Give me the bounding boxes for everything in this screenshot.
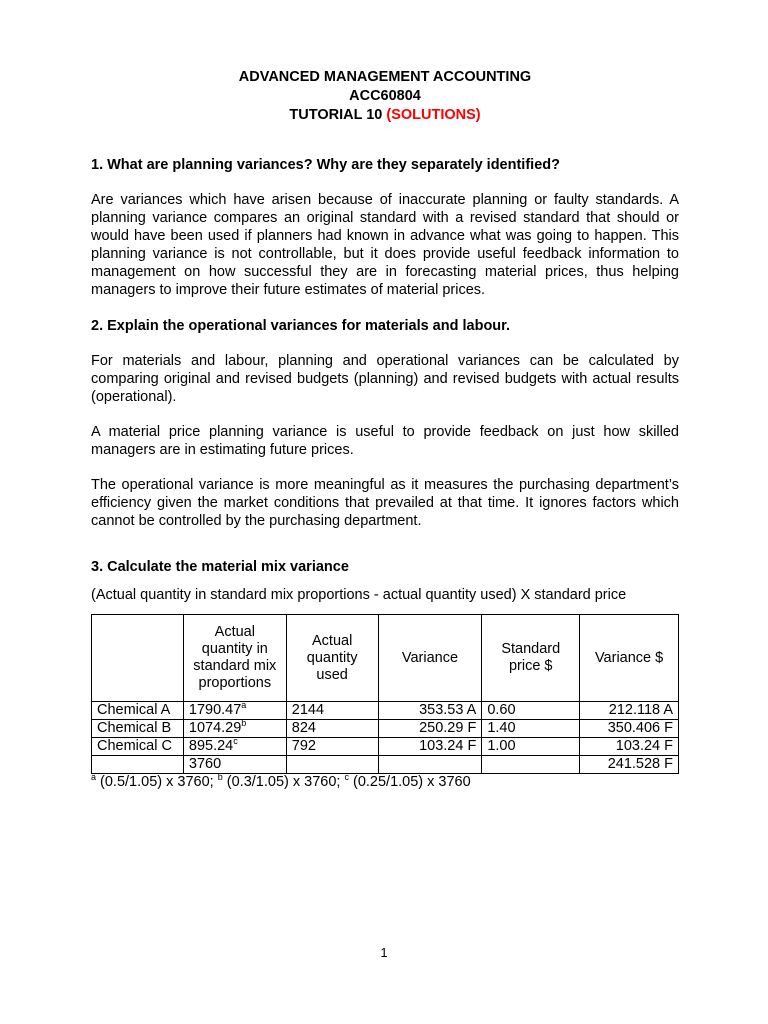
row-aq-std-mix: 1074.29$^b$: [183, 720, 286, 738]
mix-variance-formula: (Actual quantity in standard mix proportions - actual quantity used) X standard price: [91, 587, 627, 603]
solutions-label: (SOLUTIONS): [386, 107, 481, 123]
table-row: [92, 702, 679, 720]
row-aq-used: 792: [286, 738, 378, 756]
row-variance-usd: 212.118 A: [580, 702, 679, 720]
row-aq-std-mix: 895.24$^c$: [183, 738, 286, 756]
table-header-blank: [92, 615, 184, 702]
tutorial-title: [91, 106, 679, 125]
answer-2-para-2: A material price planning variance is useful to provide feedback on just how skilled managers are in estimating future prices.: [91, 424, 679, 458]
question-3: 3. Calculate the material mix variance: [91, 559, 349, 575]
total-aq-std-mix: 3760: [183, 756, 286, 774]
row-chemical-name: Chemical B: [92, 720, 184, 738]
row-chemical-name: Chemical C: [92, 738, 184, 756]
table-row: [92, 720, 679, 738]
total-blank: [92, 756, 184, 774]
row-standard-price: 1.00: [482, 738, 580, 756]
course-code: ACC60804: [349, 88, 421, 104]
answer-2-para-1: For materials and labour, planning and operational variances can be calculated by comparing original and revised budgets (planning) and revised budgets with actual results (operational).: [91, 353, 679, 405]
row-standard-price: 1.40: [482, 720, 580, 738]
tutorial-label: TUTORIAL 10: [289, 107, 387, 123]
question-1: 1. What are planning variances? Why are they separately identified?: [91, 157, 560, 173]
table-header-aq-std-mix: Actual quantity in standard mix proportions: [183, 615, 286, 702]
course-title: ADVANCED MANAGEMENT ACCOUNTING: [238, 69, 532, 85]
row-chemical-name: Chemical A: [92, 702, 184, 720]
row-variance-usd: 103.24 F: [580, 738, 679, 756]
row-aq-used: 2144: [286, 702, 378, 720]
row-aq-used: 824: [286, 720, 378, 738]
table-header-standard-price: Standard price $: [482, 615, 580, 702]
table-header-aq-used: Actual quantity used: [286, 615, 378, 702]
question-2: 2. Explain the operational variances for materials and labour.: [91, 318, 511, 334]
mix-variance-table: [91, 614, 679, 774]
answer-1: Are variances which have arisen because of inaccurate planning or faulty standards. A planning variance compares an original standard with a revised standard that should or would have been used if planners had known in advance what was going to happen. This planning variance is not controllable, but it does provide useful feedback information to management on how successful they are in forecasting material prices, thus helping managers to improve their future estimates of material prices.: [91, 192, 679, 298]
table-header-variance: Variance: [378, 615, 482, 702]
document-page: [91, 68, 679, 791]
table-header-variance-usd: Variance $: [580, 615, 679, 702]
table-footnote: $^a$ (0.5/1.05) x 3760; $^b$ (0.3/1.05) x 3760; $^c$ (0.25/1.05) x 3760: [91, 772, 471, 790]
table-total-row: [92, 756, 679, 774]
document-header: [91, 68, 679, 125]
row-variance: 250.29 F: [378, 720, 482, 738]
row-aq-std-mix: 1790.47$^a$: [183, 702, 286, 720]
page-number: 1: [380, 945, 388, 960]
table-row: [92, 738, 679, 756]
row-variance-usd: 350.406 F: [580, 720, 679, 738]
total-variance-usd: 241.528 F: [580, 756, 679, 774]
table-header-row: [92, 615, 679, 702]
answer-2-para-3: The operational variance is more meaningful as it measures the purchasing department’s efficiency given the market conditions that prevailed at that time. It ignores factors which cannot be controlled by the purchasing department.: [91, 477, 679, 529]
row-standard-price: 0.60: [482, 702, 580, 720]
row-variance: 353.53 A: [378, 702, 482, 720]
row-variance: 103.24 F: [378, 738, 482, 756]
